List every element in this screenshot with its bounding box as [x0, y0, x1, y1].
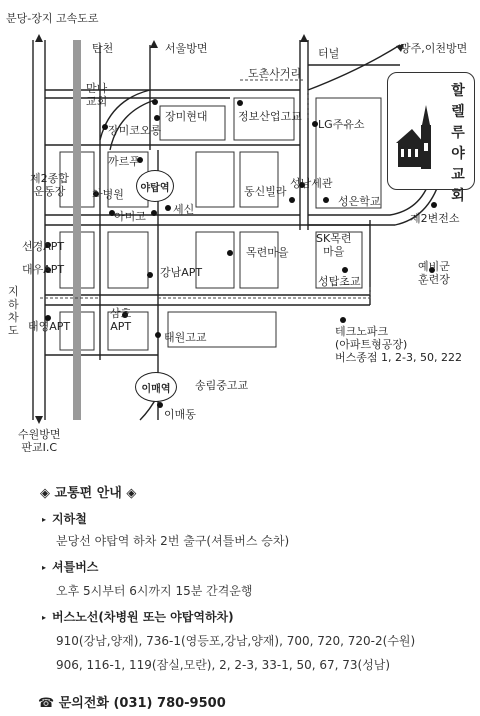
bus-heading — [42, 608, 234, 625]
transport-info — [0, 470, 480, 716]
label-jangmi-hyundai: 장미현대 — [165, 110, 208, 123]
shuttle-heading — [42, 558, 98, 575]
label-customs: 성남세관 — [290, 177, 333, 190]
church-name: 할렐루야교회 — [451, 83, 465, 204]
label-daewoo-apt: 대우APT — [22, 263, 65, 276]
label-seongyeong-apt: 선경APT — [22, 240, 65, 253]
arrow-south — [35, 416, 43, 424]
label-tancheon: 탄천 — [92, 42, 114, 55]
label-mongnyeon: 목련마을 — [246, 246, 289, 259]
arrow-seoul — [150, 40, 158, 48]
church-icon — [392, 103, 452, 183]
label-seoul-direction: 서울방면 — [165, 42, 208, 55]
label-underpass: 지 하 차 도 — [8, 285, 19, 337]
label-sesin: 세신 — [173, 203, 195, 216]
label-tunnel: 터널 — [318, 47, 340, 60]
label-amigo: 아미고 — [114, 210, 146, 223]
station-imae: 이매역 — [135, 372, 177, 402]
label-manna-church: 만나 교회 — [86, 82, 108, 108]
label-suwon-direction: 수원방면 판교I.C — [18, 428, 61, 454]
bullet-icon: ▸ — [42, 613, 47, 622]
bus-text-1: 910(강남,양재), 736-1(영등포,강남,양재), 700, 720, 720-2(수원) — [56, 634, 416, 648]
label-songrim: 송림중고교 — [195, 379, 249, 392]
railway-line — [73, 40, 81, 420]
label-jeongbo-school: 정보산업고교 — [238, 110, 302, 123]
label-expressway: 분당-장지 고속도로 — [6, 12, 99, 25]
shuttle-label: 셔틀버스 — [52, 560, 99, 574]
label-samho-apt: 삼호 APT — [110, 307, 132, 333]
phone-text: 문의전화 (031) 780-9500 — [58, 696, 226, 711]
bus-label: 버스노선(차병원 또는 야탑역하차) — [52, 610, 234, 624]
label-taewon-school: 태원고교 — [164, 331, 207, 344]
label-carrefour: 까르푸 — [108, 155, 140, 168]
subway-text: 분당선 야탑역 하차 2번 출구(셔틀버스 승차) — [56, 534, 290, 548]
station-yatap: 야탑역 — [136, 170, 174, 202]
label-seongtap-school: 성탑초교 — [318, 275, 361, 288]
info-title: ◈ 교통편 안내 ◈ — [40, 486, 137, 501]
label-chabyeong: 차병원 — [92, 188, 124, 201]
shuttle-text: 오후 5시부터 6시까지 15분 간격운행 — [56, 584, 253, 598]
label-second-sports: 제2종합 운동장 — [30, 172, 69, 198]
arrow-tunnel — [300, 34, 308, 42]
subway-label: 지하철 — [52, 512, 87, 526]
label-substation: 제2변전소 — [410, 212, 460, 225]
church-box — [387, 72, 475, 204]
bullet-icon: ▸ — [42, 515, 47, 524]
label-sk-mongnyeon: SK목련 마을 — [316, 232, 352, 258]
label-dongsin: 동신빌라 — [244, 185, 287, 198]
label-seongeun: 성은학교 — [338, 195, 381, 208]
label-taeyeong-apt: 태영APT — [28, 320, 71, 333]
label-techno-park: 테크노파크 (아파트형공장) 버스종점 1, 2-3, 50, 222 — [335, 325, 462, 364]
label-imaedong: 이매동 — [164, 408, 196, 421]
phone-icon: ☎ — [38, 696, 59, 711]
phone-line — [38, 692, 226, 711]
bullet-icon: ▸ — [42, 563, 47, 572]
label-jangmi-corolong: 장미코오롱 — [108, 124, 162, 137]
label-reserve-training: 예비군 훈련장 — [418, 260, 450, 286]
label-gwangju-direction: 광주,이천방면 — [400, 42, 468, 55]
arrow-north — [35, 34, 43, 42]
bus-text-2: 906, 116-1, 119(잠실,모란), 2, 2-3, 33-1, 50, 67, 73(성남) — [56, 658, 391, 672]
label-lg-station: LG주유소 — [318, 118, 365, 131]
label-dochon: 도촌사거리 — [248, 67, 302, 80]
label-gangnam-apt: 강남APT — [160, 266, 203, 279]
subway-heading — [42, 510, 87, 527]
